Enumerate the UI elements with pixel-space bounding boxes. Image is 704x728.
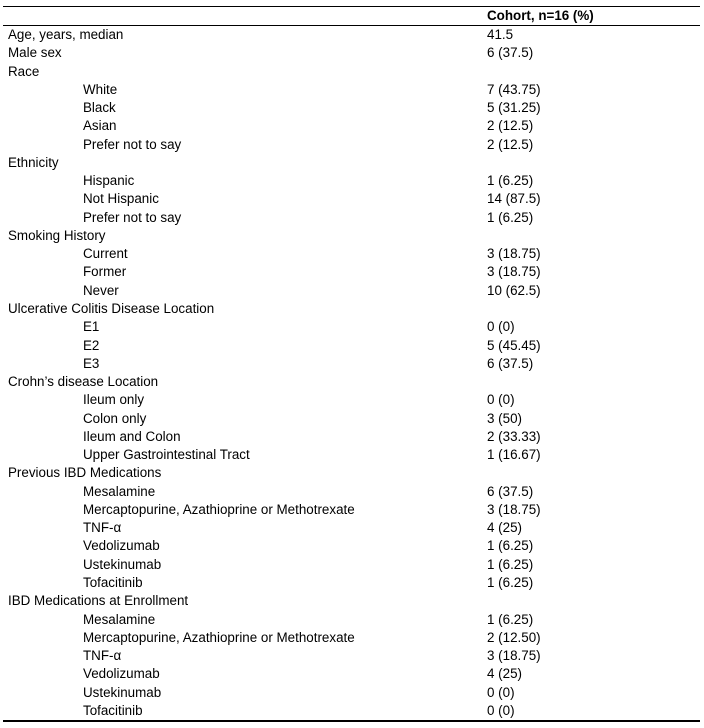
table-section-row [3,592,700,610]
row-value: 3 (18.75) [487,501,541,517]
row-value: 2 (12.50) [487,629,541,645]
table-row [3,611,700,629]
table-row [3,647,700,665]
table-row [3,446,700,464]
row-value: 1 (16.67) [487,447,541,463]
row-label: Vedolizumab [83,666,160,682]
table-row [3,282,700,300]
row-label: Male sex [8,45,62,61]
table-body [3,26,700,720]
row-label: Black [83,100,116,116]
row-label: Previous IBD Medications [8,465,162,481]
row-value: 1 (6.25) [487,574,534,590]
table-row [3,574,700,592]
row-value: 2 (12.5) [487,118,534,134]
row-label: Current [83,246,128,262]
row-value: 0 (0) [487,702,515,718]
row-value: 4 (25) [487,520,522,536]
cohort-column-header: Cohort, n=16 (%) [487,8,594,23]
row-label: E2 [83,337,100,353]
row-label: Never [83,282,119,298]
row-label: Tofacitinib [83,574,143,590]
cohort-characteristics-table [3,6,700,722]
row-value: 3 (18.75) [487,264,541,280]
row-label: TNF-α [83,520,122,536]
table-row [3,337,700,355]
table-section-row [3,373,700,391]
row-label: Crohn’s disease Location [8,374,159,390]
table-row [3,245,700,263]
row-label: Race [8,63,40,79]
table-header-row [3,7,700,26]
row-label: Vedolizumab [83,538,160,554]
table-row [3,428,700,446]
row-label: Not Hispanic [83,191,159,207]
row-value: 6 (37.5) [487,483,534,499]
row-label: E3 [83,355,100,371]
row-label: Colon only [83,410,147,426]
row-label: Ileum only [83,392,145,408]
row-value: 0 (0) [487,319,515,335]
row-label: TNF-α [83,648,122,664]
row-value: 1 (6.25) [487,173,534,189]
row-value: 10 (62.5) [487,282,541,298]
row-value: 2 (12.5) [487,136,534,152]
row-value: 3 (50) [487,410,522,426]
row-label: Former [83,264,127,280]
table-row [3,355,700,373]
row-label: Prefer not to say [83,136,182,152]
table-row [3,391,700,409]
table-section-row [3,63,700,81]
row-label: Mercaptopurine, Azathioprine or Methotrexate [83,501,355,517]
row-label: Tofacitinib [83,702,143,718]
table-row [3,702,700,720]
row-label: Ustekinumab [83,684,162,700]
row-value: 3 (18.75) [487,246,541,262]
table-row [3,190,700,208]
table-row [3,501,700,519]
table-row [3,665,700,683]
table-row [3,209,700,227]
table-row [3,263,700,281]
table-row [3,483,700,501]
row-label: Mesalamine [83,483,156,499]
row-value: 1 (6.25) [487,209,534,225]
table-row [3,117,700,135]
row-value: 7 (43.75) [487,81,541,97]
row-label: Ustekinumab [83,556,162,572]
table-section-row [3,26,700,44]
row-label: Upper Gastrointestinal Tract [83,447,250,463]
table-section-row [3,227,700,245]
table-row [3,410,700,428]
row-value: 0 (0) [487,392,515,408]
table-section-row [3,44,700,62]
table-section-row [3,464,700,482]
row-label: Hispanic [83,173,135,189]
table-row [3,537,700,555]
table-section-row [3,300,700,318]
row-label: Ethnicity [8,154,59,170]
row-label: Ileum and Colon [83,428,181,444]
row-label: Prefer not to say [83,209,182,225]
row-value: 1 (6.25) [487,538,534,554]
row-value: 6 (37.5) [487,45,534,61]
row-label: Age, years, median [8,27,124,42]
row-value: 4 (25) [487,666,522,682]
table-section-row [3,154,700,172]
row-value: 2 (33.33) [487,428,541,444]
row-label: E1 [83,319,100,335]
table-row [3,136,700,154]
table-row [3,318,700,336]
table-row [3,684,700,702]
row-label: White [83,81,118,97]
row-label: Asian [83,118,117,134]
table-row [3,81,700,99]
row-label: Mesalamine [83,611,156,627]
row-value: 5 (45.45) [487,337,541,353]
row-value: 5 (31.25) [487,100,541,116]
row-label: Ulcerative Colitis Disease Location [8,300,215,316]
row-value: 3 (18.75) [487,648,541,664]
row-value: 14 (87.5) [487,191,541,207]
table-row [3,99,700,117]
row-value: 1 (6.25) [487,611,534,627]
row-value: 1 (6.25) [487,556,534,572]
table-row [3,172,700,190]
table-row [3,629,700,647]
row-value: 0 (0) [487,684,515,700]
row-label: Smoking History [8,227,106,243]
row-value: 41.5 [487,27,514,42]
table-row [3,519,700,537]
row-label: IBD Medications at Enrollment [8,593,189,609]
row-value: 6 (37.5) [487,355,534,371]
table-row [3,556,700,574]
row-label: Mercaptopurine, Azathioprine or Methotrexate [83,629,355,645]
